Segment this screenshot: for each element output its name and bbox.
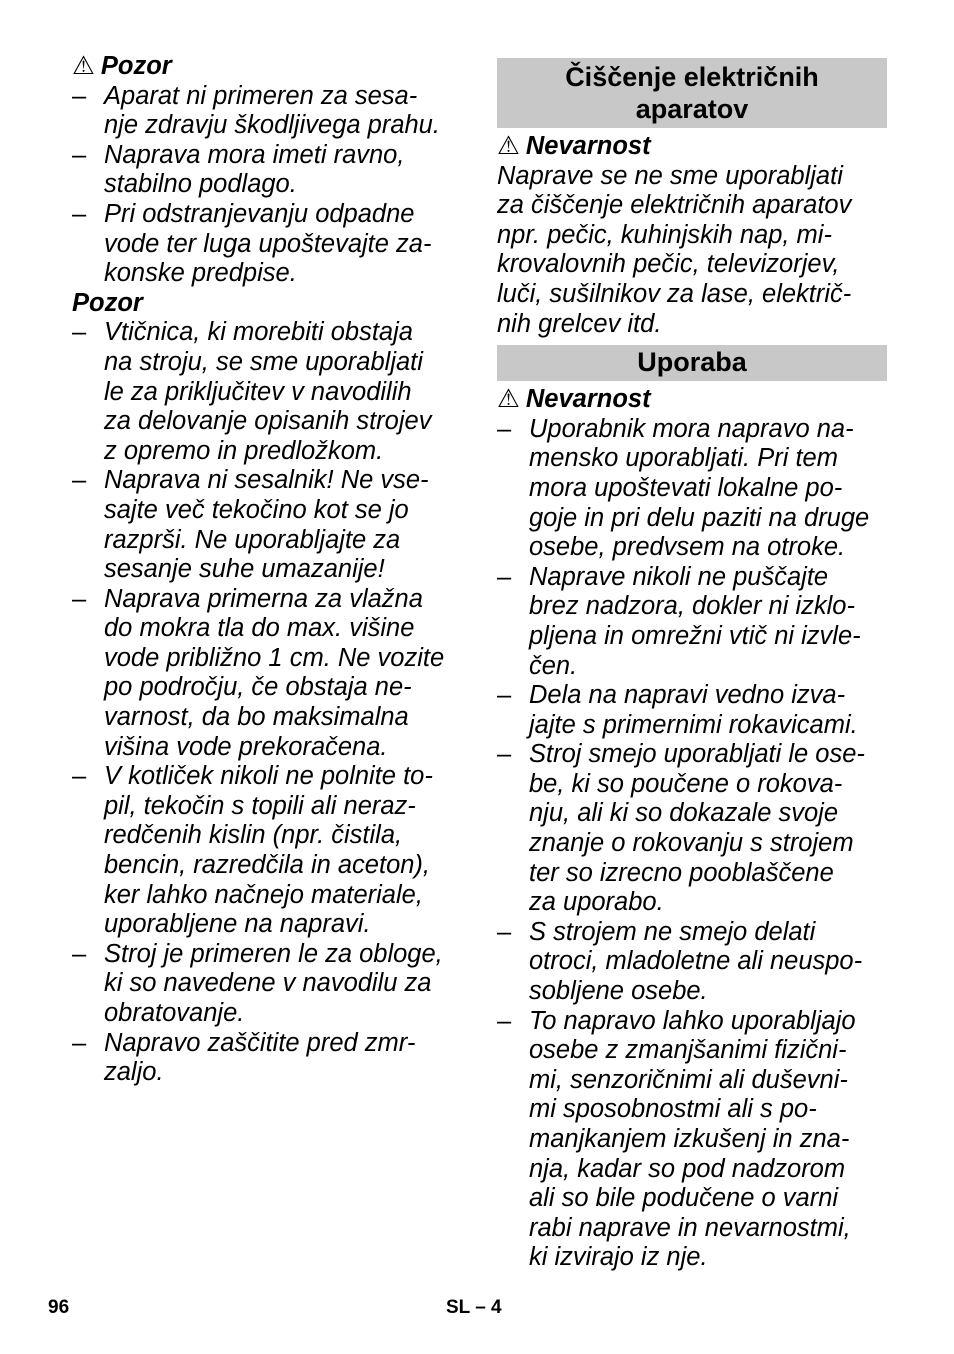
language-page-label: SL – 4: [446, 1297, 502, 1318]
list-item-line: Pri odstranjevanju odpadne: [104, 199, 415, 228]
section-title-line: aparatov: [635, 94, 749, 124]
list-item-line: stabilno podlago.: [104, 170, 297, 199]
list-item-line: znanje o rokovanju s strojem: [529, 829, 854, 858]
list-item-line: na stroju, se sme uporabljati: [104, 347, 423, 376]
list-item-line: Naprave nikoli ne puščajte: [529, 562, 829, 591]
list-item-line: Dela na napravi vedno izva-: [529, 681, 846, 710]
list-item-line: jajte s primernimi rokavicami.: [529, 710, 858, 739]
list-item-line: pljena in omrežni vtič ni izvle-: [529, 621, 861, 650]
list-item-line: obratovanje.: [104, 999, 245, 1027]
list-item-line: V kotliček nikoli ne polnite to-: [104, 762, 433, 791]
list-item-line: mora upoštevati lokalne po-: [529, 473, 843, 502]
warning-heading: [72, 52, 464, 82]
list-item-line: be, ki so poučene o rokova-: [529, 769, 843, 798]
list-item-line: brez nadzora, dokler ni izklo-: [529, 592, 855, 621]
list-item-line: ter so izrecno pooblaščene: [529, 858, 834, 887]
list-item-line: razprši. Ne uporabljajte za: [104, 525, 401, 554]
list-item-line: nje zdravju škodljivega prahu.: [104, 111, 440, 140]
list-item: [72, 82, 464, 141]
list-item-line: otroci, mladoletne ali neuspo-: [529, 947, 863, 976]
list-item-line: osebe z zmanjšanimi fizični-: [529, 1036, 847, 1065]
list-item-line: sajte več tekočino kot se jo: [104, 495, 409, 524]
list-item-line: za uporabo.: [529, 888, 664, 917]
list-item-line: nja, kadar so pod nadzorom: [529, 1154, 846, 1183]
list-item: [72, 1029, 464, 1088]
paragraph-line: Naprave se ne sme uporabljati: [497, 161, 843, 190]
list-item: [497, 918, 887, 1007]
list-item-line: le za priključitev v navodilih: [104, 377, 412, 406]
list-item-line: Naprava mora imeti ravno,: [104, 140, 405, 169]
list-item-line: mi sposobnostmi ali s po-: [529, 1095, 817, 1124]
list-item-line: bencin, razredčila in aceton),: [104, 851, 431, 880]
list-item: [497, 563, 887, 681]
warning-title: Pozor: [100, 52, 172, 80]
list-item-line: po področju, če obstaja ne-: [104, 673, 412, 702]
dash-bullet: –: [72, 762, 87, 791]
list-item-line: Naprava primerna za vlažna: [104, 584, 423, 613]
list-item-line: varnost, da bo maksimalna: [104, 703, 409, 732]
paragraph-line: luči, sušilnikov za lase, električ-: [497, 279, 852, 308]
list-item: [72, 200, 464, 289]
dash-bullet: –: [72, 939, 87, 968]
list-item-line: ker lahko načnejo materiale,: [104, 880, 423, 909]
list-item-line: nju, ali ki so dokazale svoje: [529, 799, 839, 828]
danger-heading: [497, 132, 887, 162]
list-item-line: sobljene osebe.: [529, 977, 708, 1006]
paragraph-line: npr. pečic, kuhinjskih nap, mi-: [497, 220, 832, 249]
list-item-line: uporabljene na napravi.: [104, 910, 371, 939]
list-item-line: pil, tekočin s topili ali neraz-: [104, 791, 416, 820]
list-item-line: z opremo in predložkom.: [104, 436, 384, 465]
warning-triangle-icon: ⚠: [72, 52, 95, 80]
section-title: Uporaba: [637, 347, 747, 378]
section-heading-usage: [497, 345, 887, 381]
danger-title: Nevarnost: [525, 385, 651, 414]
bullet-list: [72, 318, 464, 1087]
list-item-line: Napravo zaščitite pred zmr-: [104, 1028, 416, 1057]
caution-heading: Pozor: [72, 288, 143, 317]
list-item-line: Stroj je primeren le za obloge,: [104, 939, 443, 968]
list-item-line: goje in pri delu paziti na druge: [529, 503, 870, 532]
list-item-line: Aparat ni primeren za sesa-: [104, 81, 418, 110]
bullet-list: [72, 82, 464, 289]
list-item-line: za delovanje opisanih strojev: [104, 407, 432, 436]
list-item-line: Vtičnica, ki morebiti obstaja: [104, 318, 413, 347]
warning-triangle-icon: ⚠: [497, 385, 520, 414]
list-item: [72, 762, 464, 940]
page-number: 96: [48, 1297, 70, 1318]
list-item-line: Uporabnik mora napravo na-: [529, 414, 854, 443]
dash-bullet: –: [72, 140, 87, 169]
dash-bullet: –: [72, 466, 87, 495]
list-item-line: Naprava ni sesalnik! Ne vse-: [104, 466, 429, 495]
list-item-line: vode približno 1 cm. Ne vozite: [104, 643, 445, 672]
dash-bullet: –: [497, 562, 512, 591]
list-item-line: sesanje suhe umazanije!: [104, 555, 385, 584]
section-heading-cleaning: [497, 58, 887, 128]
list-item-line: ali so bile podučene o varni: [529, 1184, 839, 1213]
danger-heading: [497, 385, 887, 415]
list-item-line: do mokra tla do max. višine: [104, 614, 415, 643]
list-item: [497, 740, 887, 918]
list-item: [497, 415, 887, 563]
list-item-line: manjkanjem izkušenj in zna-: [529, 1125, 850, 1153]
list-item: [72, 141, 464, 200]
paragraph: [497, 162, 887, 340]
list-item-line: čen.: [529, 651, 578, 680]
list-item-line: osebe, predvsem na otroke.: [529, 533, 846, 562]
dash-bullet: –: [497, 917, 512, 946]
dash-bullet: –: [72, 1028, 87, 1057]
list-item: [72, 466, 464, 584]
list-item: [72, 940, 464, 1029]
list-item-line: S strojem ne smejo delati: [529, 917, 816, 946]
right-column: [497, 52, 887, 1273]
list-item-line: mi, senzoričnimi ali duševni-: [529, 1065, 848, 1094]
list-item: [72, 585, 464, 763]
danger-title: Nevarnost: [525, 132, 651, 160]
paragraph-line: krovalovnih pečic, televizorjev,: [497, 250, 840, 279]
list-item-line: višina vode prekoračena.: [104, 732, 388, 761]
list-item-line: konske predpise.: [104, 259, 297, 288]
list-item-line: vode ter luga upoštevajte za-: [104, 229, 432, 258]
list-item-line: redčenih kislin (npr. čistila,: [104, 821, 403, 850]
dash-bullet: –: [497, 740, 512, 769]
warning-triangle-icon: ⚠: [497, 132, 520, 160]
list-item-line: mensko uporabljati. Pri tem: [529, 444, 838, 473]
paragraph-line: za čiščenje električnih aparatov: [497, 191, 852, 220]
list-item: [72, 318, 464, 466]
list-item-line: ki so navedene v navodilu za: [104, 969, 432, 998]
dash-bullet: –: [497, 414, 512, 443]
dash-bullet: –: [72, 81, 87, 110]
dash-bullet: –: [72, 584, 87, 613]
list-item: [497, 681, 887, 740]
section-title-line: Čiščenje električnih: [565, 62, 819, 92]
paragraph-line: nih grelcev itd.: [497, 309, 662, 338]
dash-bullet: –: [72, 199, 87, 228]
list-item-line: rabi naprave in nevarnostmi,: [529, 1213, 851, 1242]
list-item-line: To napravo lahko uporabljajo: [529, 1006, 856, 1035]
dash-bullet: –: [497, 681, 512, 710]
bullet-list: [497, 415, 887, 1273]
list-item-line: zaljo.: [104, 1058, 164, 1087]
list-item-line: Stroj smejo uporabljati le ose-: [529, 740, 865, 769]
dash-bullet: –: [72, 318, 87, 347]
dash-bullet: –: [497, 1006, 512, 1035]
list-item-line: ki izvirajo iz nje.: [529, 1243, 708, 1272]
list-item: [497, 1007, 887, 1273]
left-column: [72, 52, 464, 1088]
